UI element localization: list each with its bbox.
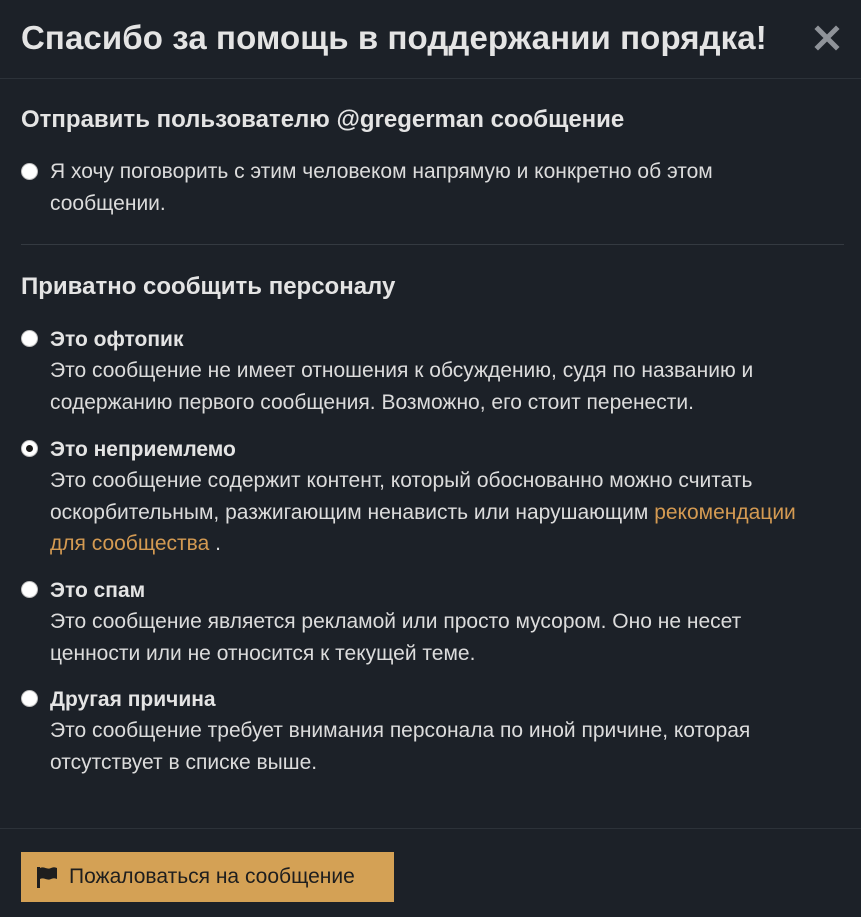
spam-title: Это спам [50, 579, 146, 602]
modal-title: Спасибо за помощь в поддержании порядка! [21, 19, 767, 56]
flag-icon [35, 865, 59, 889]
close-icon [814, 25, 840, 51]
community-guidelines-link[interactable]: рекомендации для сообщества [50, 500, 796, 555]
close-button[interactable] [811, 20, 843, 56]
direct-message-radio[interactable] [21, 163, 38, 180]
direct-message-heading: Отправить пользователю @gregerman сообщение [21, 106, 625, 133]
spam-description: Это сообщение является рекламой или просто мусором. Оно не несет ценности или не относится к текущей теме. [50, 610, 742, 665]
other-radio[interactable] [21, 690, 38, 707]
off-topic-title: Это офтопик [50, 328, 184, 351]
modal-footer [0, 828, 861, 917]
inappropriate-description [50, 465, 830, 560]
other-title: Другая причина [50, 688, 216, 711]
private-report-heading: Приватно сообщить персоналу [21, 273, 396, 300]
section-divider [21, 244, 844, 245]
direct-message-text: Я хочу поговорить с этим человеком напрямую и конкретно об этом сообщении. [50, 160, 713, 215]
inappropriate-period: . [215, 532, 221, 555]
report-post-button[interactable] [21, 852, 394, 902]
spam-radio[interactable] [21, 581, 38, 598]
off-topic-radio[interactable] [21, 330, 38, 347]
inappropriate-radio[interactable] [21, 440, 38, 457]
modal-header [0, 0, 861, 79]
inappropriate-title: Это неприемлемо [50, 438, 236, 461]
inappropriate-description-text: Это сообщение содержит контент, который обоснованно можно считать оскорбительным, разжигающим ненависть или нарушающим [50, 469, 753, 524]
report-post-label: Пожаловаться на сообщение [69, 865, 355, 888]
off-topic-description: Это сообщение не имеет отношения к обсуждению, судя по названию и содержанию первого сообщения. Возможно, его стоит перенести. [50, 359, 754, 414]
other-description: Это сообщение требует внимания персонала по иной причине, которая отсутствует в списке выше. [50, 719, 751, 774]
